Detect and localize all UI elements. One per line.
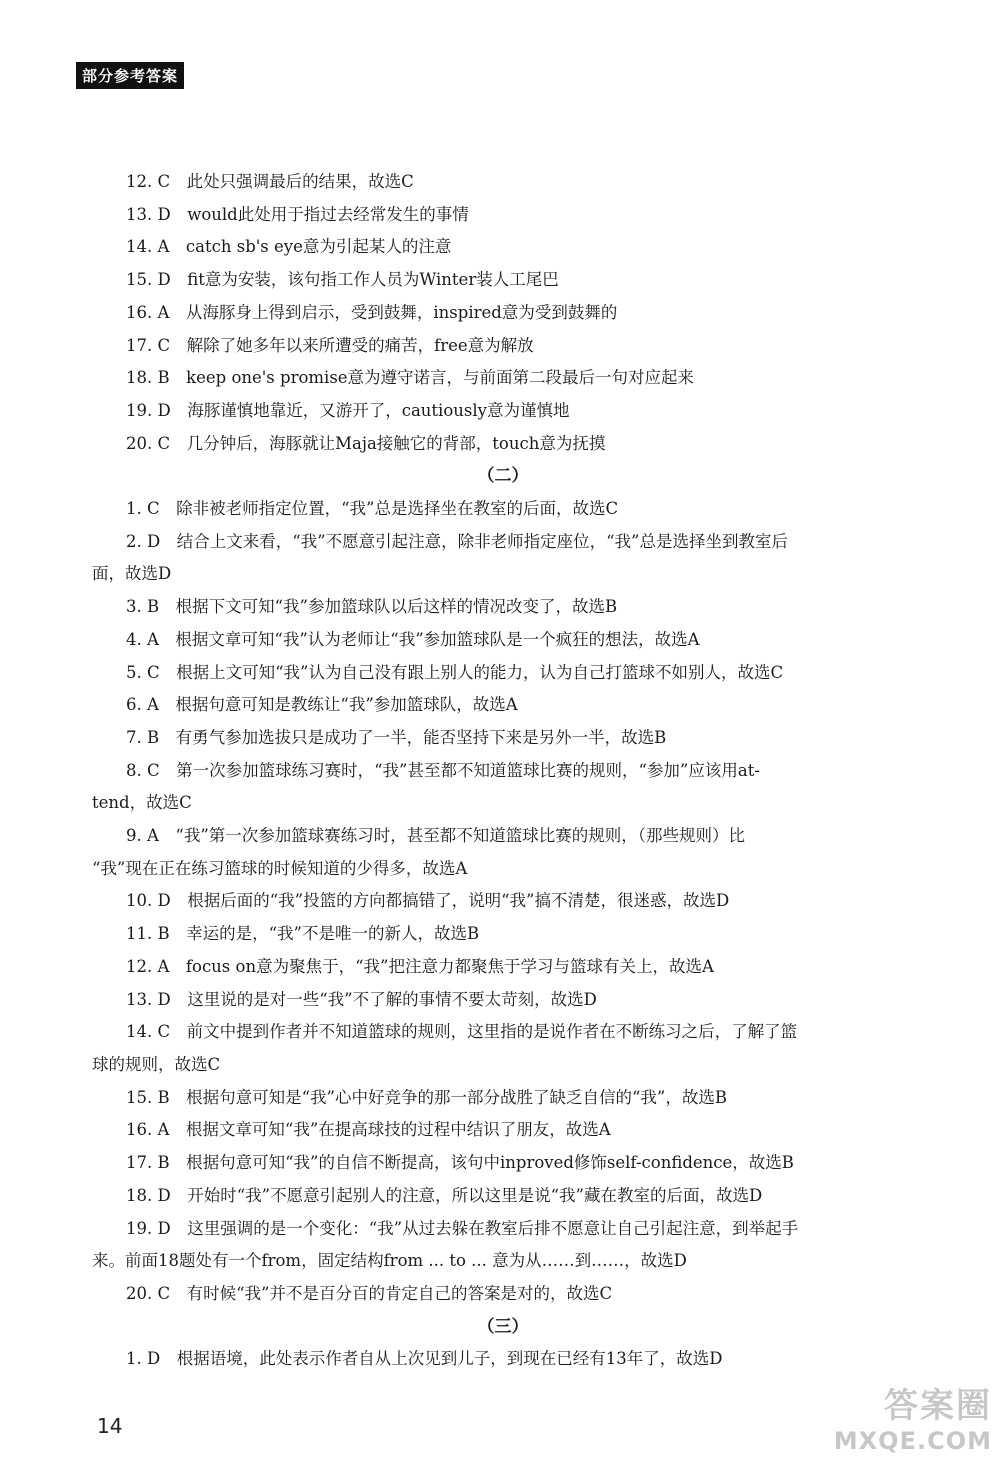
answer-line: 2. D 结合上文来看，“我”不愿意引起注意，除非老师指定座位，“我”总是选择坐到教室后: [126, 531, 788, 551]
answer-line: 3. B 根据下文可知“我”参加篮球队以后这样的情况改变了，故选B: [126, 597, 618, 617]
answer-line: 20. C 有时候“我”并不是百分百的肯定自己的答案是对的，故选C: [126, 1283, 613, 1303]
answer-line: 15. D fit意为安装，该句指工作人员为Winter装人工尾巴: [126, 270, 559, 290]
answer-line-continuation: 面，故选D: [92, 564, 172, 584]
answer-list: [92, 166, 914, 1376]
answer-line: 10. D 根据后面的“我”投篮的方向都搞错了，说明“我”搞不清楚，很迷惑，故选D: [126, 891, 730, 911]
answer-line: 6. A 根据句意可知是教练让“我”参加篮球队，故选A: [126, 695, 518, 715]
answer-line: 19. D 这里强调的是一个变化：“我”从过去躲在教室后排不愿意让自己引起注意，到举起手: [126, 1218, 799, 1238]
answer-line: 12. C 此处只强调最后的结果，故选C: [126, 172, 414, 191]
answer-line: 20. C 几分钟后，海豚就让Maja接触它的背部，touch意为抚摸: [126, 433, 606, 453]
answer-line: 15. B 根据句意可知是“我”心中好竞争的那一部分战胜了缺乏自信的“我”，故选B: [126, 1087, 727, 1107]
answer-line: 1. C 除非被老师指定位置，“我”总是选择坐在教室的后面，故选C: [126, 499, 619, 519]
section-heading: （三）: [477, 1316, 529, 1337]
answer-line-continuation: tend，故选C: [92, 793, 192, 813]
answer-line-continuation: 球的规则，故选C: [92, 1054, 221, 1074]
answer-line: 13. D would此处用于指过去经常发生的事情: [126, 204, 469, 224]
answer-line-continuation: “我”现在正在练习篮球的时候知道的少得多，故选A: [92, 858, 468, 878]
page-number: 14: [97, 1414, 123, 1438]
section-heading: （二）: [477, 466, 529, 487]
answer-line: 18. B keep one's promise意为遵守诺言，与前面第二段最后一句对应起来: [126, 368, 695, 388]
answer-line: 17. B 根据句意可知“我”的自信不断提高，该句中inproved修饰self-confidence，故选B: [126, 1153, 794, 1173]
answer-line: 1. D 根据语境，此处表示作者自从上次见到儿子，到现在已经有13年了，故选D: [126, 1349, 723, 1369]
answer-line: 9. A “我”第一次参加篮球赛练习时，甚至都不知道篮球比赛的规则，（那些规则）比: [126, 826, 746, 846]
answer-line: 18. D 开始时“我”不愿意引起别人的注意，所以这里是说“我”藏在教室的后面，故选D: [126, 1185, 763, 1205]
answer-line: 7. B 有勇气参加选拔只是成功了一半，能否坚持下来是另外一半，故选B: [126, 727, 667, 747]
answer-line: 13. D 这里说的是对一些“我”不了解的事情不要太苛刻，故选D: [126, 989, 597, 1009]
answer-line: 12. A focus on意为聚焦于，“我”把注意力都聚焦于学习与篮球有关上，故选A: [126, 956, 714, 976]
answer-line: 5. C 根据上文可知“我”认为自己没有跟上别人的能力，认为自己打篮球不如别人，故选C: [126, 662, 784, 682]
answer-line: 16. A 根据文章可知“我”在提高球技的过程中结识了朋友，故选A: [126, 1120, 611, 1140]
watermark-logo: 答案圈 MXQE.COM: [833, 1386, 992, 1455]
answer-line: 19. D 海豚谨慎地靠近，又游开了，cautiously意为谨慎地: [126, 400, 570, 420]
answer-line: 16. A 从海豚身上得到启示，受到鼓舞，inspired意为受到鼓舞的: [126, 302, 618, 322]
answer-line: 11. B 幸运的是，“我”不是唯一的新人，故选B: [126, 924, 480, 944]
answer-line: 8. C 第一次参加篮球练习赛时，“我”甚至都不知道篮球比赛的规则，“参加”应该用at-: [126, 760, 760, 780]
answer-line: 4. A 根据文章可知“我”认为老师让“我”参加篮球队是一个疯狂的想法，故选A: [126, 629, 700, 649]
answer-line: 14. C 前文中提到作者并不知道篮球的规则，这里指的是说作者在不断练习之后，了解了篮: [126, 1022, 798, 1042]
answer-line-continuation: 来。前面18题处有一个from，固定结构from ... to ... 意为从……到……，故选D: [92, 1251, 687, 1271]
answer-line: 17. C 解除了她多年以来所遭受的痛苦，free意为解放: [126, 335, 534, 355]
answer-line: 14. A catch sb's eye意为引起某人的注意: [126, 237, 452, 257]
section-tag: 部分参考答案: [76, 62, 184, 89]
